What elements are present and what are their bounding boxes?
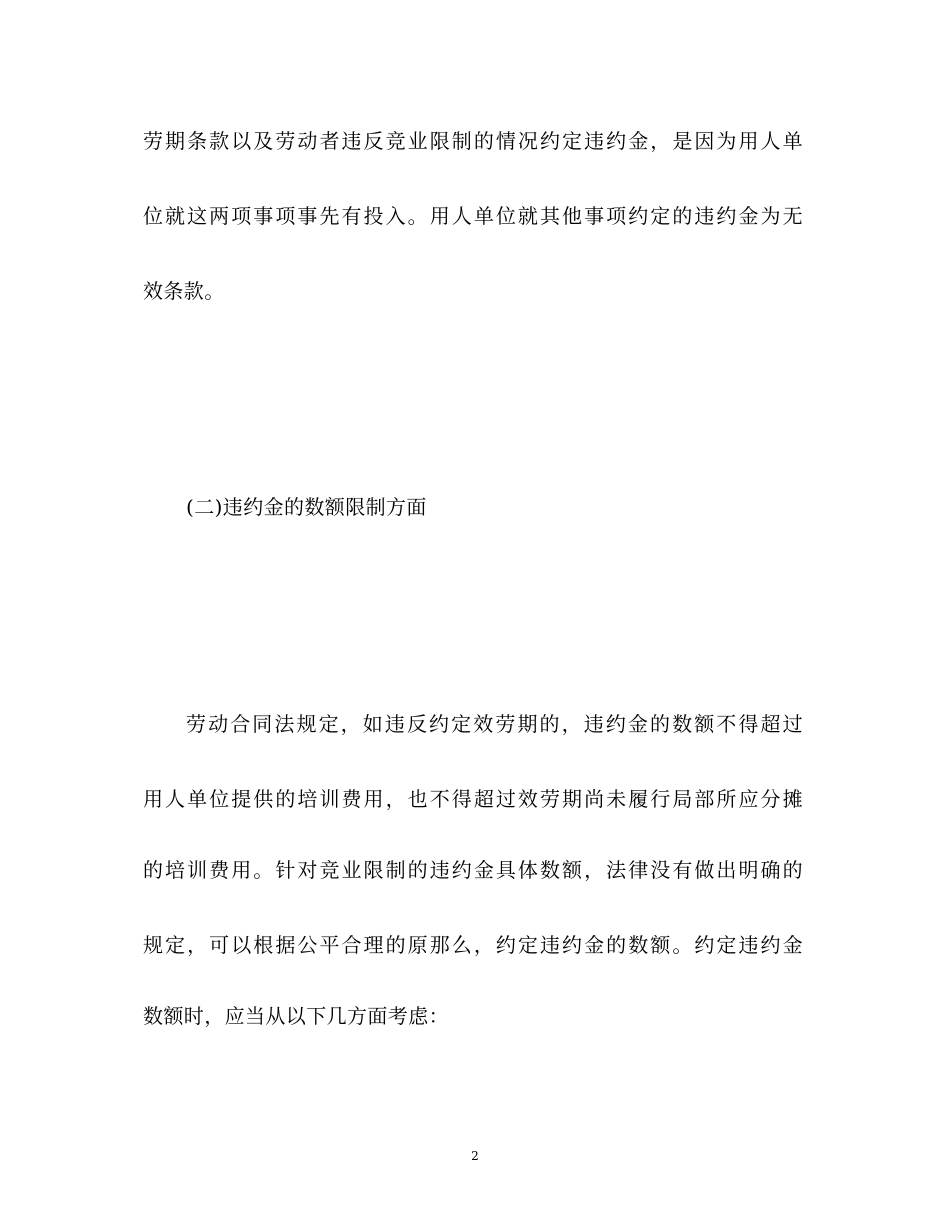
section-heading: (二)违约金的数额限制方面 [186, 495, 427, 519]
paragraph2-line-2: 用人单位提供的培训费用，也不得超过效劳期尚未履行局部所应分摊 [143, 787, 803, 811]
page-number: 2 [471, 1149, 479, 1163]
paragraph1-line-2: 位就这两项事项事先有投入。用人单位就其他事项约定的违约金为无 [143, 204, 803, 228]
paragraph1-line-3: 效条款。 [143, 279, 225, 303]
paragraph2-line-4: 规定，可以根据公平合理的原那么，约定违约金的数额。约定违约金 [143, 933, 803, 957]
paragraph2-line-1: 劳动合同法规定，如违反约定效劳期的，违约金的数额不得超过 [186, 712, 803, 736]
paragraph2-line-5: 数额时，应当从以下几方面考虑： [143, 1004, 449, 1028]
paragraph1-line-1: 劳期条款以及劳动者违反竞业限制的情况约定违约金，是因为用人单 [143, 129, 803, 153]
paragraph2-line-3: 的培训费用。针对竞业限制的违约金具体数额，法律没有做出明确的 [143, 858, 803, 882]
